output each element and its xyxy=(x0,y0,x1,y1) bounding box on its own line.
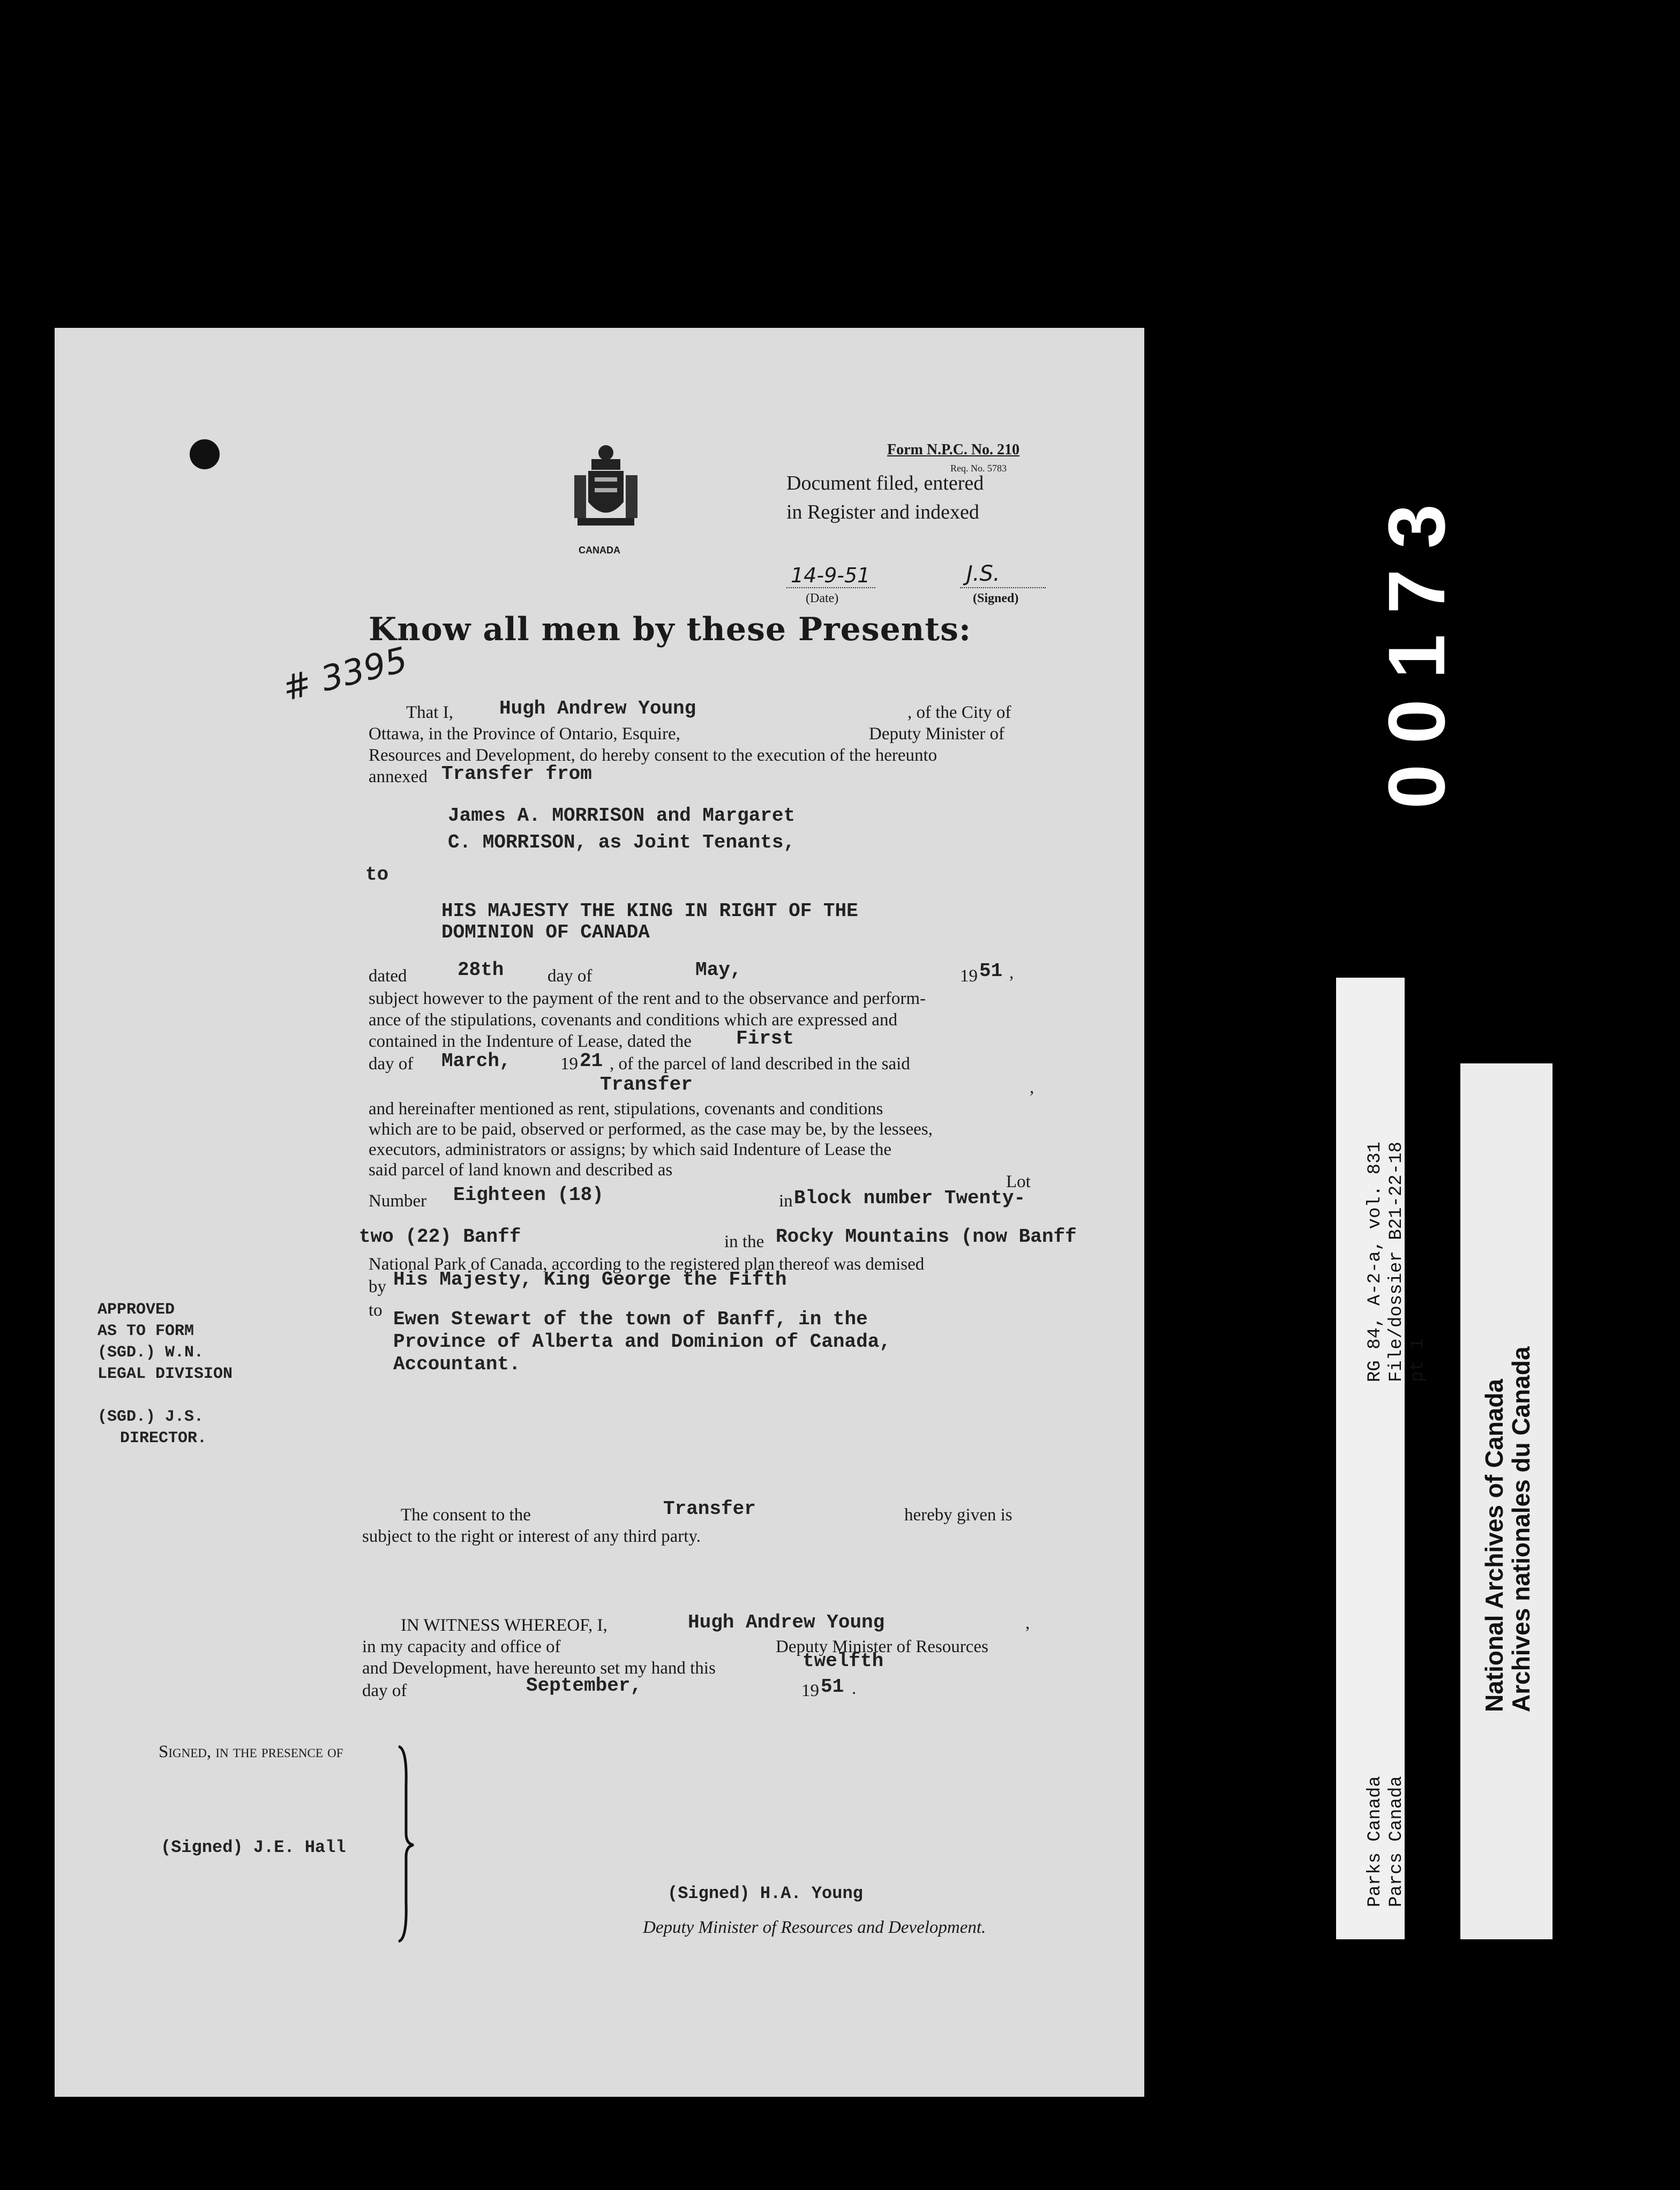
signed-presence-label: Signed, in the presence of xyxy=(159,1742,343,1761)
demised-by-label: by xyxy=(369,1277,386,1296)
handwritten-file-number: # 3395 xyxy=(279,640,411,709)
witness-line-b2: Deputy Minister of Resources xyxy=(776,1637,988,1656)
witness-line-b1: in my capacity and office of xyxy=(362,1637,561,1656)
witness-line-d1: day of xyxy=(362,1681,407,1700)
lease-month: March, xyxy=(441,1050,511,1072)
witness-line-a: IN WITNESS WHEREOF, I, xyxy=(401,1616,608,1635)
dated-year-prefix: 19 xyxy=(960,966,978,986)
body-para-3a: contained in the Indenture of Lease, dated the xyxy=(369,1032,692,1051)
approval-line-6: DIRECTOR. xyxy=(120,1429,207,1448)
national-archives-english: National Archives of Canada xyxy=(1480,1378,1508,1712)
witness-name: Hugh Andrew Young xyxy=(688,1611,885,1633)
lessee-line-2: Province of Alberta and Dominion of Canada, xyxy=(393,1331,891,1353)
described-in-comma: , xyxy=(1030,1078,1034,1097)
approval-line-5: (SGD.) J.S. xyxy=(98,1408,204,1426)
archival-reference-line-2: File/dossier B21-22-18 xyxy=(1386,1142,1407,1382)
consent-line-a: The consent to the xyxy=(401,1505,531,1525)
transfer-from: Transfer from xyxy=(441,763,592,785)
dated-label: dated xyxy=(369,966,407,986)
form-number: Form N.P.C. No. 210 xyxy=(887,441,1020,458)
body-line-3: Resources and Development, do hereby consent to the execution of the hereunto xyxy=(369,746,938,765)
lease-day: First xyxy=(736,1028,794,1049)
body-para-9-in: in xyxy=(779,1191,793,1211)
body-para-5: and hereinafter mentioned as rent, stipulations, covenants and conditions xyxy=(369,1099,883,1119)
described-in-document: Transfer xyxy=(600,1074,693,1096)
witness-year: 51 xyxy=(821,1676,844,1698)
witness-year-prefix: 19 xyxy=(801,1681,819,1700)
body-para-10-in: in the xyxy=(724,1232,764,1251)
signature-brace xyxy=(395,1742,417,1946)
consent-line-b: hereby given is xyxy=(904,1505,1012,1525)
body-line-2a: Ottawa, in the Province of Ontario, Esquire, xyxy=(369,724,680,744)
grantee-line-1: HIS MAJESTY THE KING IN RIGHT OF THE xyxy=(441,900,858,922)
national-archives-french: Archives nationales du Canada xyxy=(1507,1346,1535,1712)
lease-year: 21 xyxy=(580,1050,603,1072)
body-para-1: subject however to the payment of the rent and to the observance and perform- xyxy=(369,989,926,1008)
witness-day: twelfth xyxy=(802,1650,884,1672)
grantee-line-2: DOMINION OF CANADA xyxy=(441,921,650,943)
witness-dot: . xyxy=(852,1679,857,1698)
to-label: to xyxy=(365,864,389,886)
signed-rule xyxy=(960,587,1046,588)
filed-signed-value: J.S. xyxy=(966,561,1000,586)
approval-line-4: LEGAL DIVISION xyxy=(98,1365,233,1383)
approval-line-2: AS TO FORM xyxy=(98,1322,194,1340)
film-frame-number: 00173 xyxy=(1371,483,1461,809)
body-para-8b: Lot xyxy=(1006,1172,1031,1191)
filed-date-value: 14-9-51 xyxy=(791,564,871,587)
archival-reference-line-1: RG 84, A-2-a, vol. 831 xyxy=(1365,1142,1385,1382)
archival-reference-line-3: pt 1 xyxy=(1408,1338,1428,1382)
body-para-4b: , of the parcel of land described in the said xyxy=(610,1054,910,1074)
witness-month: September, xyxy=(526,1675,642,1697)
lease-year-prefix: 19 xyxy=(560,1054,578,1074)
witness-line-c1: and Development, have hereunto set my hand this xyxy=(362,1659,716,1678)
lot-number: Eighteen (18) xyxy=(453,1184,604,1206)
dated-year-suffix: , xyxy=(1009,963,1014,982)
dated-day: 28th xyxy=(458,959,504,981)
lessee-line-1: Ewen Stewart of the town of Banff, in the xyxy=(393,1308,868,1330)
block-number-cont: two (22) Banff xyxy=(359,1226,521,1248)
date-rule xyxy=(786,587,875,588)
coat-of-arms-icon xyxy=(567,443,645,539)
minister-signature: (Signed) H.A. Young xyxy=(668,1884,863,1903)
consent-document: Transfer xyxy=(663,1498,756,1520)
filed-line-2: in Register and indexed xyxy=(786,501,979,523)
witness-signature: (Signed) J.E. Hall xyxy=(161,1838,346,1857)
body-para-4a: day of xyxy=(369,1054,414,1074)
witness-comma: , xyxy=(1025,1614,1030,1633)
body-para-8a: said parcel of land known and described as xyxy=(369,1160,673,1180)
archival-agency-line-2: Parcs Canada xyxy=(1386,1776,1407,1907)
punch-hole xyxy=(190,439,220,469)
document-sheet xyxy=(55,328,1144,2097)
archival-agency-line-1: Parks Canada xyxy=(1365,1776,1385,1907)
signed-label: (Signed) xyxy=(973,591,1019,605)
document-heading: Know all men by these Presents: xyxy=(369,611,972,648)
demised-by-value: His Majesty, King George the Fifth xyxy=(393,1269,787,1291)
consent-line-c: subject to the right or interest of any third party. xyxy=(362,1527,701,1546)
crest-caption: CANADA xyxy=(579,545,620,556)
requisition-number: Req. No. 5783 xyxy=(950,463,1007,474)
dated-year: 51 xyxy=(979,960,1003,982)
approval-line-1: APPROVED xyxy=(98,1301,175,1319)
filed-line-1: Document filed, entered xyxy=(786,472,984,494)
body-line-1b: , of the City of xyxy=(908,703,1011,722)
date-label: (Date) xyxy=(806,591,839,605)
body-line-1a: That I, xyxy=(406,703,453,722)
block-number: Block number Twenty- xyxy=(794,1187,1026,1209)
body-para-11: National Park of Canada, according to the registered plan thereof was demised xyxy=(369,1255,925,1274)
approval-line-3: (SGD.) W.N. xyxy=(98,1344,204,1362)
canada-crest xyxy=(567,443,645,539)
body-para-6: which are to be paid, observed or performed, as the case may be, by the lessees, xyxy=(369,1120,933,1139)
dated-month: May, xyxy=(695,959,742,981)
body-para-2: ance of the stipulations, covenants and conditions which are expressed and xyxy=(369,1010,897,1030)
grantor-name: Hugh Andrew Young xyxy=(499,698,696,719)
demised-to-label: to xyxy=(369,1301,382,1320)
transferors-line-2: C. MORRISON, as Joint Tenants, xyxy=(448,831,796,853)
body-para-9a: Number xyxy=(369,1191,427,1211)
body-line-2b: Deputy Minister of xyxy=(869,724,1004,744)
body-para-7: executors, administrators or assigns; by which said Indenture of Lease the xyxy=(369,1140,891,1159)
dated-day-of: day of xyxy=(548,966,592,986)
lessee-line-3: Accountant. xyxy=(393,1353,521,1375)
park-location: Rocky Mountains (now Banff xyxy=(776,1226,1077,1248)
body-line-4a: annexed xyxy=(369,767,428,786)
transferors-line-1: James A. MORRISON and Margaret xyxy=(448,805,796,827)
minister-title: Deputy Minister of Resources and Development. xyxy=(643,1918,986,1937)
